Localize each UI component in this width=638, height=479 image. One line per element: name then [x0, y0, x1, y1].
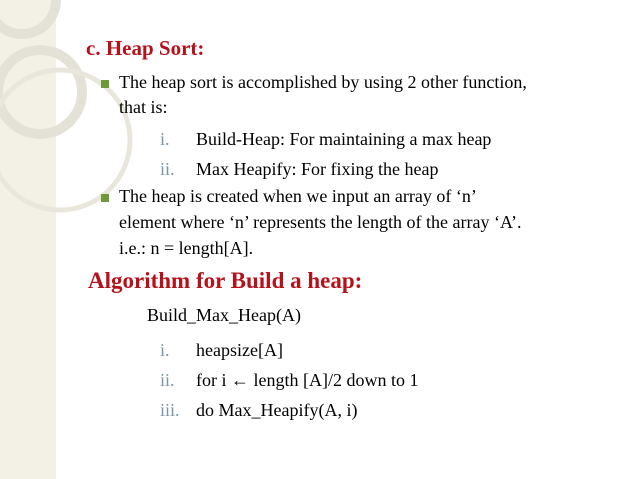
- step-text: for i ← length [A]/2 down to 1: [196, 370, 419, 390]
- step-marker: ii.: [160, 370, 175, 390]
- bullet-marker: [101, 80, 109, 88]
- bullet-2-line-2: element where ‘n’ represents the length of the array ‘A’.: [119, 212, 522, 232]
- subitem-text: Build-Heap: For maintaining a max heap: [196, 129, 492, 149]
- algorithm-heading: Algorithm for Build a heap:: [88, 268, 363, 293]
- step-text: do Max_Heapify(A, i): [196, 400, 358, 420]
- bullet-marker: [101, 194, 109, 202]
- bullet-2-line-1: The heap is created when we input an array of ‘n’: [119, 186, 477, 206]
- step-text: heapsize[A]: [196, 340, 283, 360]
- bullet-1-line-2: that is:: [119, 97, 168, 117]
- section-heading: c. Heap Sort:: [86, 36, 205, 60]
- subitem-text: Max Heapify: For fixing the heap: [196, 159, 439, 179]
- step-marker: i.: [160, 340, 170, 360]
- step-marker: iii.: [160, 400, 180, 420]
- algorithm-signature: Build_Max_Heap(A): [147, 305, 301, 325]
- subitem-marker: i.: [160, 129, 170, 149]
- bullet-2-line-3: i.e.: n = length[A].: [119, 238, 254, 258]
- bullet-1-line-1: The heap sort is accomplished by using 2 other function,: [119, 72, 527, 92]
- subitem-marker: ii.: [160, 159, 175, 179]
